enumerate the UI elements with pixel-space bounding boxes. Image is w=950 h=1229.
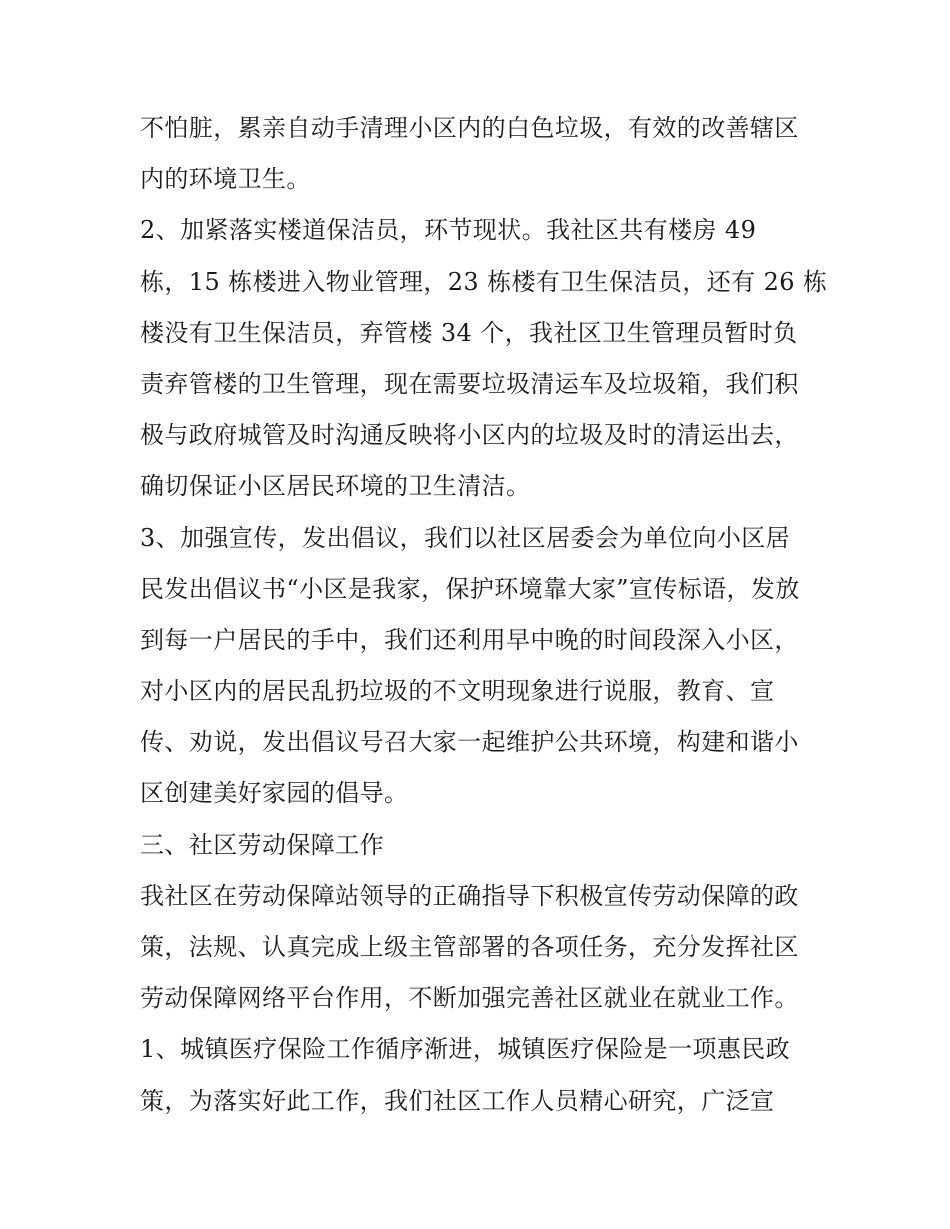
text-line: 3、加强宣传，发出倡议，我们以社区居委会为单位向小区居 bbox=[140, 523, 791, 552]
text-line: 传、劝说，发出倡议号召大家一起维护公共环境，构建和谐小 bbox=[140, 728, 799, 757]
text-line: 1、城镇医疗保险工作循序渐进，城镇医疗保险是一项惠民政 bbox=[140, 1035, 791, 1064]
text-line: 劳动保障网络平台作用，不断加强完善社区就业在就业工作。 bbox=[140, 984, 799, 1013]
text-line: 栋，15 栋楼进入物业管理，23 栋楼有卫生保洁员，还有 26 栋 bbox=[140, 267, 828, 296]
text-line: 2、加紧落实楼道保洁员，环节现状。我社区共有楼房 49 bbox=[140, 216, 757, 245]
text-line: 区创建美好家园的倡导。 bbox=[140, 779, 409, 808]
text-line: 极与政府城管及时沟通反映将小区内的垃圾及时的清运出去， bbox=[140, 421, 799, 450]
text-line: 民发出倡议书“小区是我家，保护环境靠大家”宣传标语，发放 bbox=[140, 574, 800, 603]
text-line: 楼没有卫生保洁员，弃管楼 34 个，我社区卫生管理员暂时负 bbox=[140, 318, 798, 347]
text-line: 确切保证小区居民环境的卫生清洁。 bbox=[140, 472, 531, 501]
text-line: 我社区在劳动保障站领导的正确指导下积极宣传劳动保障的政 bbox=[140, 881, 799, 910]
text-line: 不怕脏，累亲自动手清理小区内的白色垃圾，有效的改善辖区 bbox=[140, 114, 799, 142]
text-line: 责弃管楼的卫生管理，现在需要垃圾清运车及垃圾箱，我们积 bbox=[140, 369, 799, 398]
text-line: 到每一户居民的手中，我们还利用早中晚的时间段深入小区， bbox=[140, 625, 799, 654]
text-line: 策，为落实好此工作，我们社区工作人员精心研究，广泛宣 bbox=[140, 1086, 775, 1115]
section-heading: 三、社区劳动保障工作 bbox=[140, 830, 384, 859]
text-line: 内的环境卫生。 bbox=[140, 165, 311, 194]
text-line: 对小区内的居民乱扔垃圾的不文明现象进行说服，教育、宣 bbox=[140, 677, 775, 706]
text-line: 策，法规、认真完成上级主管部署的各项任务，充分发挥社区 bbox=[140, 933, 799, 961]
body-text bbox=[140, 103, 828, 1127]
